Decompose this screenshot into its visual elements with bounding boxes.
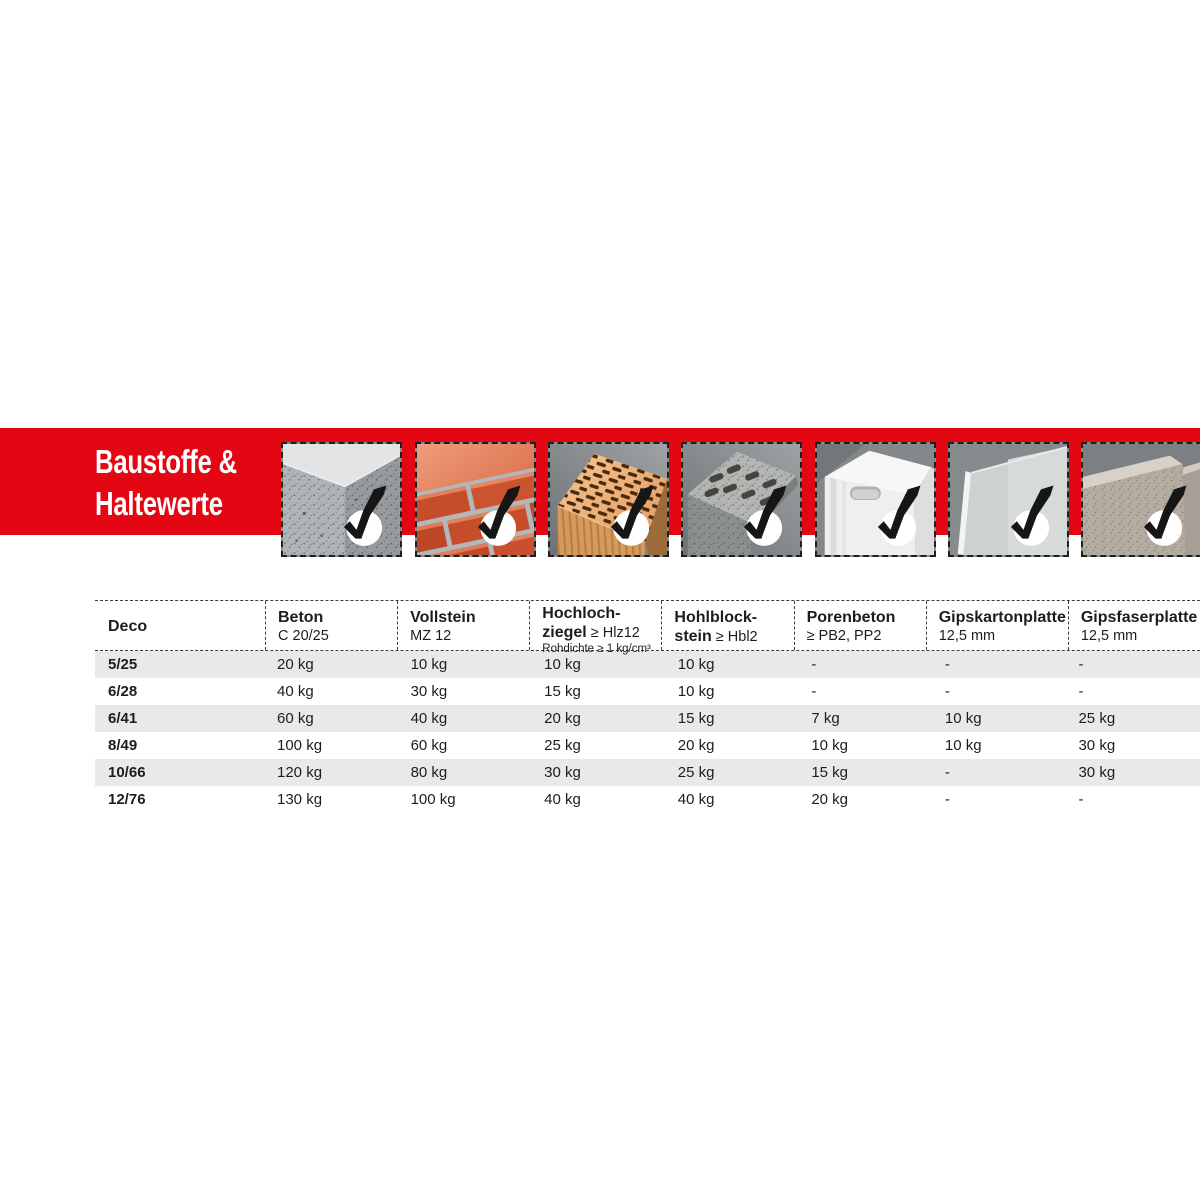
- cell: 10 kg: [677, 656, 715, 673]
- cell: 30 kg: [410, 683, 448, 700]
- page-title-line2: Haltewerte: [95, 485, 223, 522]
- cell: 25 kg: [1078, 710, 1116, 727]
- page-title: [95, 441, 237, 525]
- cell: -: [1078, 656, 1084, 673]
- cell: 15 kg: [544, 683, 581, 700]
- table-row-5-25: [95, 651, 1200, 678]
- cell: -: [944, 656, 950, 673]
- material-image-porenbeton: [815, 442, 936, 557]
- aerated-concrete-photo: [817, 444, 934, 555]
- cell: 60 kg: [277, 710, 314, 727]
- material-image-gipsfaserplatte: [1081, 442, 1200, 557]
- perforated-brick-photo: [550, 444, 667, 555]
- cell: 10 kg: [944, 737, 982, 754]
- material-image-vollstein: [415, 442, 536, 557]
- hollow-block-photo: [683, 444, 800, 555]
- cell: -: [1078, 791, 1084, 808]
- cell: 100 kg: [277, 737, 323, 754]
- plasterboard-photo: [950, 444, 1067, 555]
- cell: 15 kg: [811, 764, 849, 781]
- cell: 20 kg: [811, 791, 849, 808]
- table-row-8-49: [95, 732, 1200, 759]
- cell: 20 kg: [677, 737, 715, 754]
- row-label: 6/28: [108, 683, 138, 700]
- table-row-6-41: [95, 705, 1200, 732]
- cell: 30 kg: [544, 764, 581, 781]
- table-row-6-28: [95, 678, 1200, 705]
- cell: 30 kg: [1078, 737, 1116, 754]
- table-row-12-76: [95, 786, 1200, 813]
- cell: 40 kg: [277, 683, 314, 700]
- cell: 60 kg: [410, 737, 448, 754]
- row-label: 12/76: [108, 791, 146, 808]
- row-label: 10/66: [108, 764, 146, 781]
- col-header-vollstein: Vollstein MZ 12: [397, 601, 529, 650]
- cell: 25 kg: [544, 737, 581, 754]
- cell: -: [944, 764, 950, 781]
- cell: 7 kg: [811, 710, 840, 727]
- col-header-hohlblockstein: Hohlblock- stein ≥ Hbl2: [661, 601, 793, 650]
- page-title-line1: Baustoffe &: [95, 443, 237, 480]
- cell: 25 kg: [677, 764, 715, 781]
- col-header-hochlochziegel: Hochloch- ziegel ≥ Hlz12 Rohdichte ≥ 1 kg/cm³: [529, 601, 661, 650]
- cell: 40 kg: [410, 710, 448, 727]
- col-header-gipsfaserplatte: Gipsfaserplatte 12,5 mm: [1068, 601, 1200, 650]
- haltewerte-table: [95, 600, 1200, 813]
- concrete-photo: [283, 444, 400, 555]
- cell: 120 kg: [277, 764, 323, 781]
- material-image-hohlblockstein: [681, 442, 802, 557]
- row-label: 8/49: [108, 737, 138, 754]
- row-label: 5/25: [108, 656, 138, 673]
- row-label: 6/41: [108, 710, 138, 727]
- col-header-beton: Beton C 20/25: [265, 601, 397, 650]
- material-image-gipskartonplatte: [948, 442, 1069, 557]
- material-image-hochlochziegel: [548, 442, 669, 557]
- cell: 10 kg: [944, 710, 982, 727]
- gypsum-fiberboard-photo: [1083, 444, 1200, 555]
- cell: -: [944, 683, 950, 700]
- material-image-beton: [281, 442, 402, 557]
- cell: -: [811, 683, 817, 700]
- col-header-deco: Deco: [108, 618, 148, 635]
- cell: 80 kg: [410, 764, 448, 781]
- table-header: [95, 600, 1200, 655]
- cell: 30 kg: [1078, 764, 1116, 781]
- cell: -: [944, 791, 950, 808]
- cell: -: [1078, 683, 1084, 700]
- cell: -: [811, 656, 817, 673]
- cell: 10 kg: [410, 656, 448, 673]
- cell: 10 kg: [677, 683, 715, 700]
- cell: 20 kg: [544, 710, 581, 727]
- table-row-10-66: [95, 759, 1200, 786]
- brick-wall-photo: [417, 444, 534, 555]
- cell: 130 kg: [277, 791, 323, 808]
- col-header-gipskartonplatte: Gipskartonplatte 12,5 mm: [926, 601, 1068, 650]
- cell: 10 kg: [811, 737, 849, 754]
- cell: 20 kg: [277, 656, 314, 673]
- cell: 40 kg: [677, 791, 715, 808]
- cell: 15 kg: [677, 710, 715, 727]
- cell: 10 kg: [544, 656, 581, 673]
- cell: 40 kg: [544, 791, 581, 808]
- cell: 100 kg: [410, 791, 456, 808]
- col-header-porenbeton: Porenbeton ≥ PB2, PP2: [794, 601, 926, 650]
